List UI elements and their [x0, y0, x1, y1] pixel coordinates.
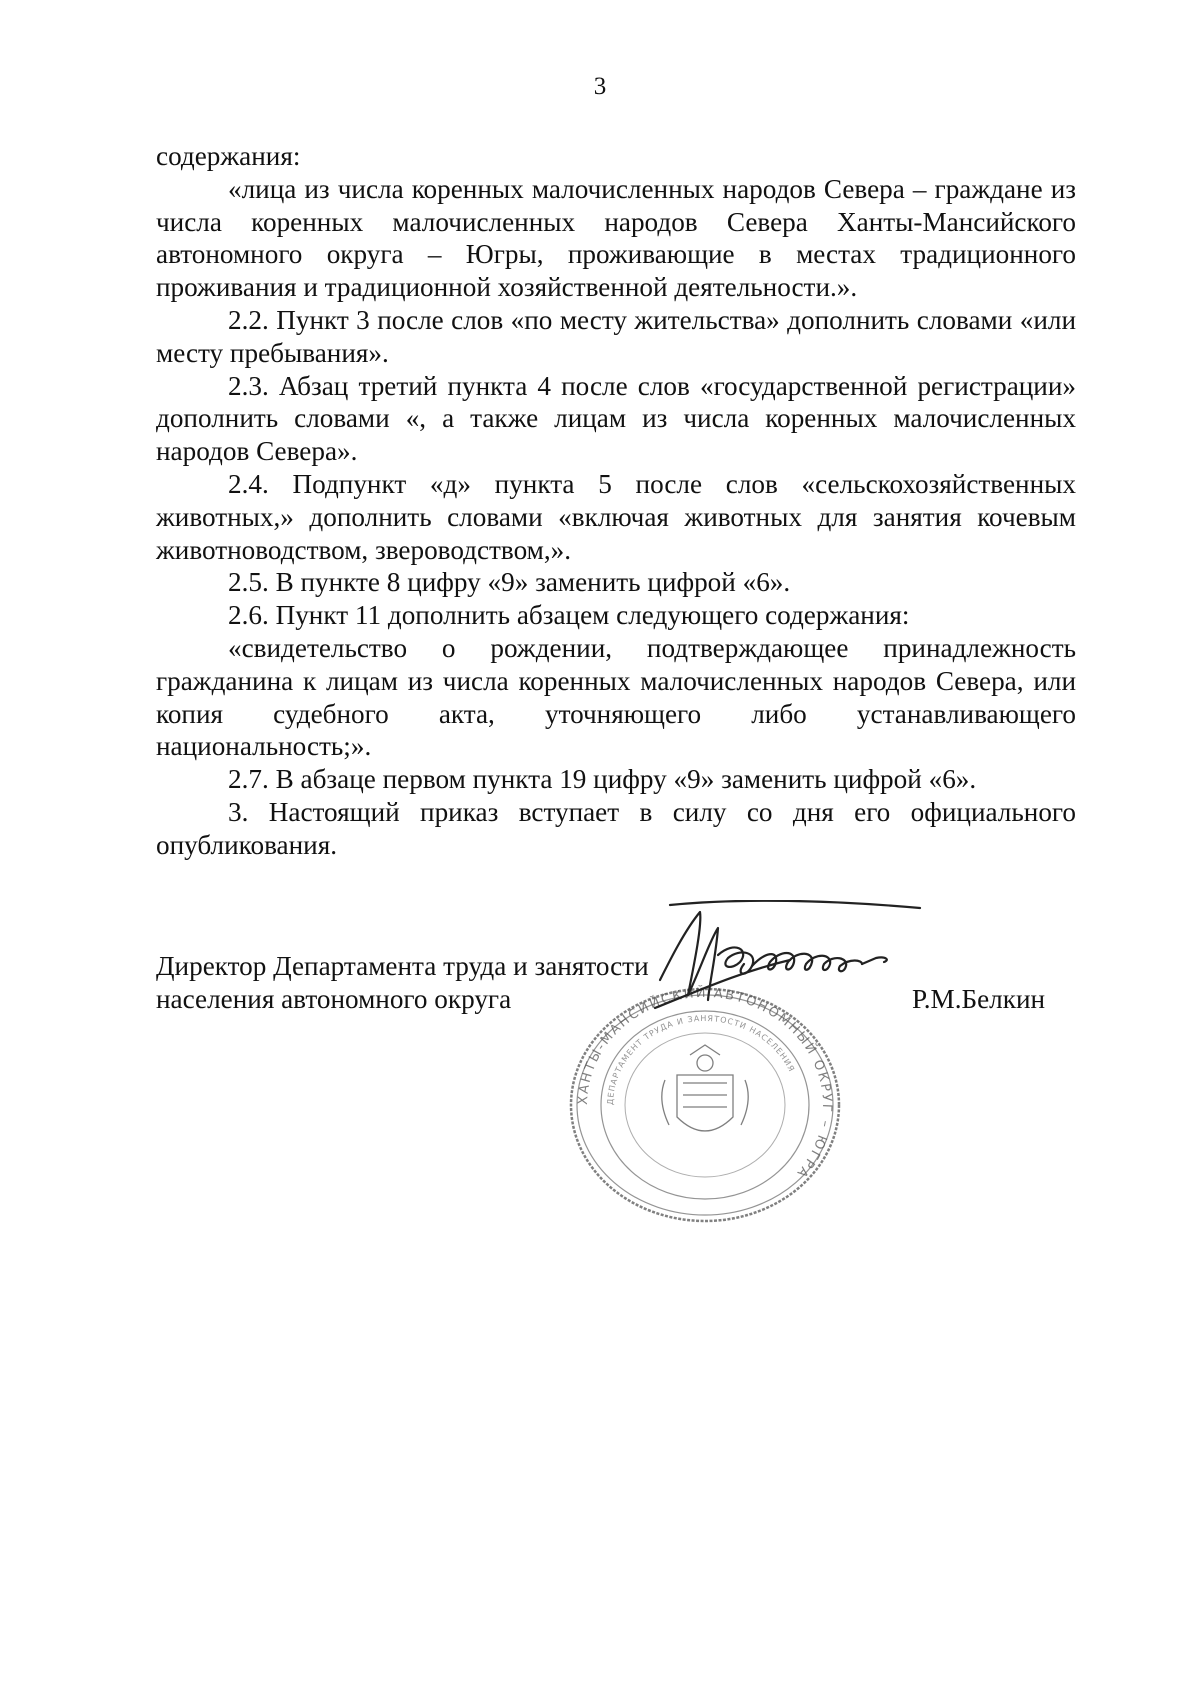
signatory-position-line1: Директор Департамента труда и занятости — [156, 951, 649, 981]
paragraph-2-3: 2.3. Абзац третий пункта 4 после слов «государственной регистрации» дополнить словами «, а также лицам из числа коренных малочисленных народов Севера». — [156, 370, 1076, 467]
coat-of-arms-icon — [662, 1045, 748, 1131]
signatory-name: Р.М.Белкин — [912, 984, 1046, 1014]
page-number: 3 — [593, 73, 607, 100]
signatory-position-line2: населения автономного округа — [156, 984, 512, 1014]
paragraph-2-2: 2.2. Пункт 3 после слов «по месту жительства» дополнить словами «или месту пребывания». — [156, 304, 1076, 368]
paragraph-definition-quote: «лица из числа коренных малочисленных народов Севера – граждане из числа коренных малочисленных народов Севера Ханты-Мансийского автономного округа – Югры, проживающие в местах традиционного проживания и традиционной хозяйственной деятельности.». — [156, 173, 1076, 303]
stamp-inner-text: ДЕПАРТАМЕНТ ТРУДА И ЗАНЯТОСТИ НАСЕЛЕНИЯ — [605, 1013, 797, 1106]
stamp-outer-text: ХАНТЫ-МАНСИЙСКИЙ АВТОНОМНЫЙ ОКРУГ – ЮГРА — [575, 985, 835, 1182]
paragraph-2-6: 2.6. Пункт 11 дополнить абзацем следующего содержания: — [228, 600, 910, 631]
paragraph-2-7: 2.7. В абзаце первом пункта 19 цифру «9» заменить цифрой «6». — [228, 764, 977, 795]
document-body — [156, 140, 1076, 862]
paragraph-continuation: содержания: — [156, 141, 301, 171]
paragraph-3: 3. Настоящий приказ вступает в силу со дня его официального опубликования. — [156, 796, 1076, 860]
signature-block — [156, 950, 1076, 1020]
paragraph-certificate-quote: «свидетельство о рождении, подтверждающее принадлежность гражданина к лицам из числа коренных малочисленных народов Севера, или копия судебного акта, уточняющего либо устанавливающего национальность;». — [156, 632, 1076, 762]
paragraph-2-4: 2.4. Подпункт «д» пункта 5 после слов «сельскохозяйственных животных,» дополнить словами «включая животных для занятия кочевым животноводством, звероводством,». — [156, 468, 1076, 565]
paragraph-2-5: 2.5. В пункте 8 цифру «9» заменить цифрой «6». — [228, 567, 791, 598]
